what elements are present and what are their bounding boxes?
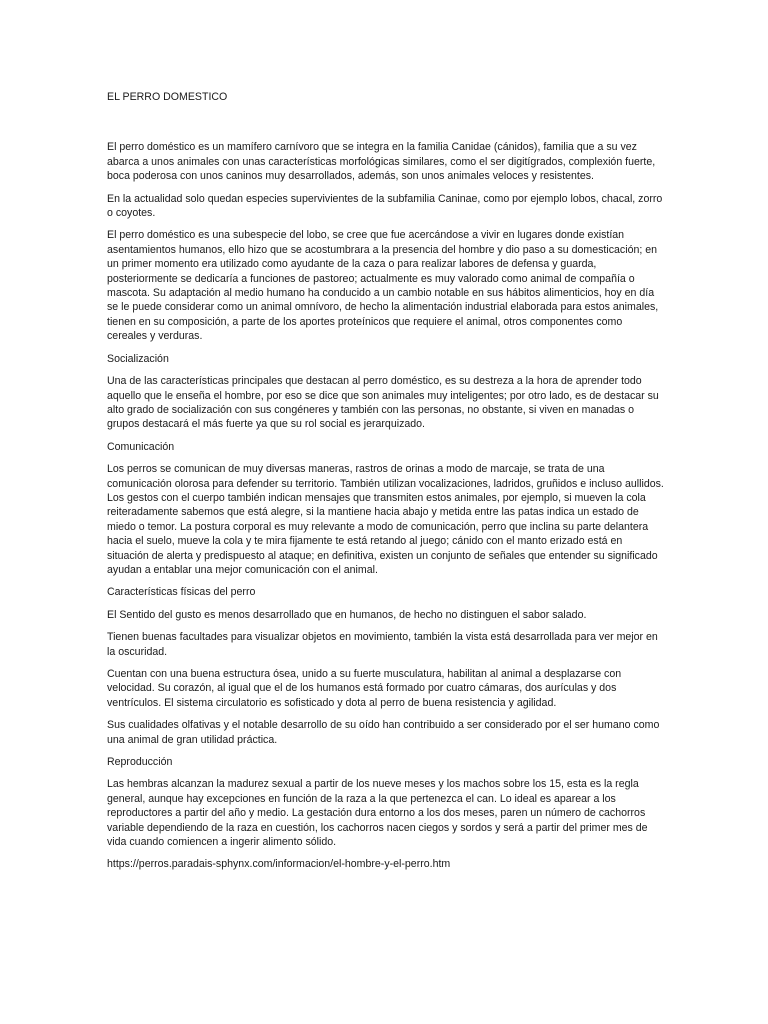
section-heading: Características físicas del perro xyxy=(107,586,256,599)
document-blocks xyxy=(107,140,665,871)
document-body xyxy=(107,90,665,872)
paragraph: Las hembras alcanzan la madurez sexual a partir de los nueve meses y los machos sobre los 15, esta es la regla general, aunque hay excepciones en función de la raza a la que pertenezca el can. Lo ideal es aparear a los reproductores a partir del año y medio. La gestación dura entorno a los dos meses, paren un número de cachorros variable dependiendo de la raza en cuestión, los cachorros nacen ciegos y sordos y será a partir del primer mes de vida cuando comiencen a ingerir alimento sólido. xyxy=(107,778,648,849)
paragraph: Cuentan con una buena estructura ósea, unido a su fuerte musculatura, habilitan al animal a desplazarse con velocidad. Su corazón, al igual que el de los humanos está formado por cuatro cámaras, dos aurículas y dos ventrículos. El sistema circulatorio es sofisticado y dota al perro de buena resistencia y agilidad. xyxy=(107,668,622,709)
paragraph: El perro doméstico es un mamífero carnívoro que se integra en la familia Canidae (cánidos), familia que a su vez abarca a unos animales con unas características morfológicas similares, como el ser digitígrados, complexión fuerte, boca poderosa con unos caninos muy desarrollados, además, son unos animales veloces y resistentes. xyxy=(107,141,656,183)
section-heading: Comunicación xyxy=(107,440,175,453)
section-heading: Socialización xyxy=(107,352,169,365)
paragraph: Sus cualidades olfativas y el notable desarrollo de su oído han contribuido a ser considerado por el ser humano como una animal de gran utilidad práctica. xyxy=(107,719,660,746)
document-title: EL PERRO DOMESTICO xyxy=(107,91,228,103)
paragraph: El Sentido del gusto es menos desarrollado que en humanos, de hecho no distinguen el sabor salado. xyxy=(107,608,587,621)
source-url: https://perros.paradais-sphynx.com/informacion/el-hombre-y-el-perro.htm xyxy=(107,858,451,871)
section-heading: Reproducción xyxy=(107,756,173,769)
paragraph: Tienen buenas facultades para visualizar objetos en movimiento, también la vista está desarrollada para ver mejor en la oscuridad. xyxy=(107,631,658,658)
paragraph: En la actualidad solo quedan especies supervivientes de la subfamilia Caninae, como por ejemplo lobos, chacal, zorro o coyotes. xyxy=(107,192,663,220)
paragraph: Una de las características principales que destacan al perro doméstico, es su destreza a la hora de aprender todo aquello que le enseña el hombre, por eso se dice que son animales muy inteligentes; por otro lado, es de destacar su alto grado de socialización con sus congéneres y también con las personas, no obstante, si viven en manadas o grupos destacará el más fuerte ya que su rol social es jerarquizado. xyxy=(107,375,659,431)
paragraph: Los perros se comunican de muy diversas maneras, rastros de orinas a modo de marcaje, se trata de una comunicación olorosa para defender su territorio. También utilizan vocalizaciones, ladridos, gruñidos e incluso aullidos. Los gestos con el cuerpo también indican mensajes que transmiten estos animales, por ejemplo, si mueven la cola reiteradamente sabemos que está alegre, si la mantiene hacia abajo y metida entre las patas indica un estado de miedo o temor. La postura corporal es muy relevante a modo de comunicación, perro que inclina su parte delantera hacia el suelo, mueve la cola y te mira fijamente te está retando al juego; cánido con el manto erizado está en situación de alerta y predispuesto al ataque; en definitiva, existen un conjunto de señales que entender su significado ayudan a entablar una mejor comunicación con el animal. xyxy=(107,463,664,576)
paragraph: El perro doméstico es una subespecie del lobo, se cree que fue acercándose a vivir en lugares donde existían asentamientos humanos, ello hizo que se acostumbrara a la presencia del hombre y dio paso a su domesticación; en un primer momento era utilizado como ayudante de la caza o para realizar labores de defensa y guarda, posteriormente se dedicaría a funciones de pastoreo; actualmente es muy valorado como animal de compañía o mascota. Su adaptación al medio humano ha conducido a un cambio notable en sus hábitos alimenticios, hoy en día se le puede considerar como un animal omnívoro, de hecho la alimentación industrial elaborada para estos animales, tienen en su composición, a parte de los aportes proteínicos que requiere el animal, otros componentes como cereales y verduras. xyxy=(107,229,659,343)
